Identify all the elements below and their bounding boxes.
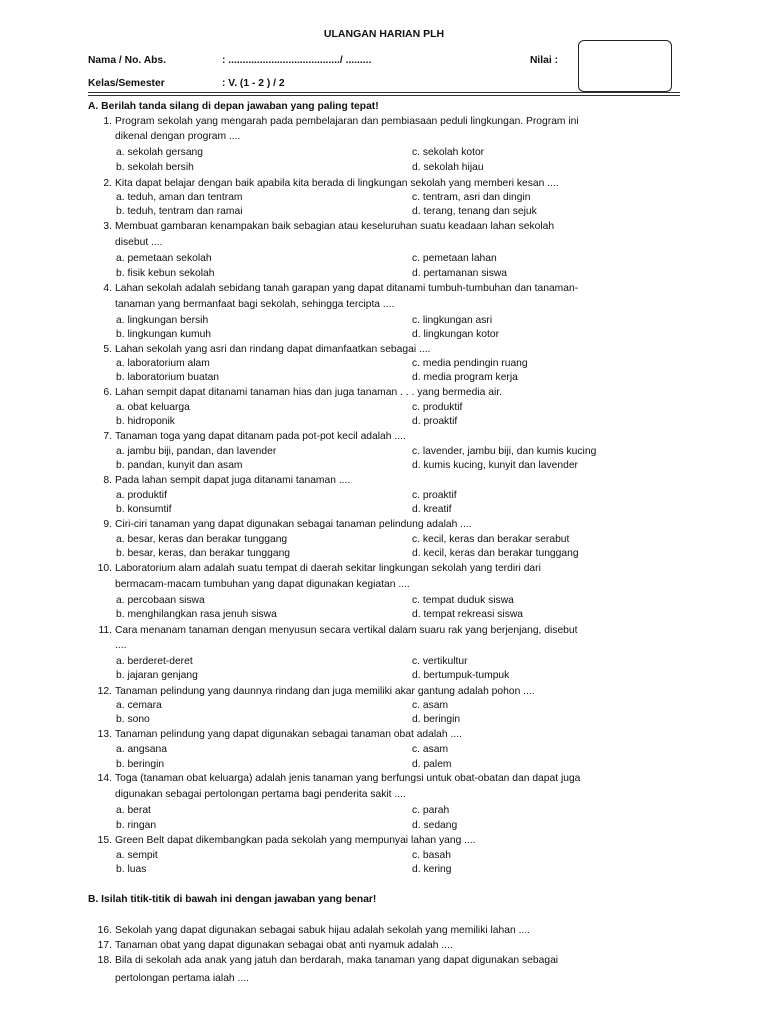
option-b[interactable]: b. beringin	[116, 759, 165, 770]
question-number: 6.	[103, 387, 112, 398]
name-field[interactable]: : ......................................./ .........	[222, 55, 372, 66]
section-a-instruction: A. Berilah tanda silang di depan jawaban yang paling tepat!	[88, 101, 379, 112]
option-b[interactable]: b. pandan, kunyit dan asam	[116, 460, 243, 471]
option-a[interactable]: a. besar, keras dan berakar tunggang	[116, 534, 288, 545]
option-a[interactable]: a. angsana	[116, 744, 167, 755]
option-b[interactable]: b. hidroponik	[116, 416, 175, 427]
question-text: Cara menanam tanaman dengan menyusun secara vertikal dalam suaru rak yang berjenjang, disebut	[115, 625, 578, 636]
class-label: Kelas/Semester	[88, 78, 165, 89]
option-b[interactable]: b. teduh, tentram dan ramai	[116, 206, 243, 217]
option-d[interactable]: d. bertumpuk-tumpuk	[412, 670, 510, 681]
question-text: Pada lahan sempit dapat juga ditanami tanaman ....	[115, 475, 351, 486]
option-d[interactable]: d. lingkungan kotor	[412, 329, 500, 340]
question-number: 12.	[97, 686, 112, 697]
option-a[interactable]: a. teduh, aman dan tentram	[116, 192, 243, 203]
option-c[interactable]: c. asam	[412, 744, 449, 755]
option-c[interactable]: c. sekolah kotor	[412, 147, 485, 158]
option-d[interactable]: d. kering	[412, 864, 452, 875]
question-number: 11.	[98, 625, 112, 636]
question-text: tanaman yang bermanfaat bagi sekolah, sehingga tercipta ....	[115, 299, 395, 310]
section-b-instruction: B. Isilah titik-titik di bawah ini dengan jawaban yang benar!	[88, 894, 377, 905]
option-a[interactable]: a. obat keluarga	[116, 402, 190, 413]
option-a[interactable]: a. berderet-deret	[116, 656, 193, 667]
question-number: 16.	[97, 925, 112, 936]
option-c[interactable]: c. asam	[412, 700, 449, 711]
option-c[interactable]: c. tentram, asri dan dingin	[412, 192, 531, 203]
nilai-label: Nilai :	[530, 55, 559, 66]
option-d[interactable]: d. terang, tenang dan sejuk	[412, 206, 537, 217]
option-d[interactable]: d. kumis kucing, kunyit dan lavender	[412, 460, 578, 471]
option-c[interactable]: c. lavender, jambu biji, dan kumis kucing	[412, 446, 597, 457]
nilai-score-box[interactable]	[578, 40, 672, 92]
question-number: 8.	[103, 475, 112, 486]
option-d[interactable]: d. media program kerja	[412, 372, 518, 383]
question-number: 7.	[103, 431, 112, 442]
option-b[interactable]: b. luas	[116, 864, 147, 875]
option-a[interactable]: a. pemetaan sekolah	[116, 253, 212, 264]
option-c[interactable]: c. media pendingin ruang	[412, 358, 528, 369]
option-a[interactable]: a. cemara	[116, 700, 162, 711]
option-d[interactable]: d. kreatif	[412, 504, 452, 515]
option-b[interactable]: b. jajaran genjang	[116, 670, 198, 681]
option-b[interactable]: b. besar, keras, dan berakar tunggang	[116, 548, 291, 559]
question-number: 17.	[97, 940, 112, 951]
question-text: Toga (tanaman obat keluarga) adalah jenis tanaman yang berfungsi untuk obat-obatan dan dapat juga	[115, 773, 581, 784]
question-number: 5.	[103, 344, 112, 355]
option-c[interactable]: c. parah	[412, 805, 450, 816]
option-a[interactable]: a. jambu biji, pandan, dan lavender	[116, 446, 277, 457]
page-title: ULANGAN HARIAN PLH	[323, 28, 445, 40]
option-c[interactable]: c. lingkungan asri	[412, 315, 493, 326]
question-text: Tanaman toga yang dapat ditanam pada pot-pot kecil adalah ....	[115, 431, 406, 442]
question-text: Tanaman pelindung yang dapat digunakan sebagai tanaman obat adalah ....	[115, 729, 462, 740]
question-number: 14.	[97, 773, 112, 784]
question-text: Tanaman obat yang dapat digunakan sebagai obat anti nyamuk adalah ....	[115, 940, 453, 951]
option-c[interactable]: c. kecil, keras dan berakar serabut	[412, 534, 570, 545]
option-d[interactable]: d. tempat rekreasi siswa	[412, 609, 524, 620]
question-text: Membuat gambaran kenampakan baik sebagian atau keseluruhan suatu keadaan lahan sekolah	[115, 221, 555, 232]
option-d[interactable]: d. sekolah hijau	[412, 162, 484, 173]
option-c[interactable]: c. tempat duduk siswa	[412, 595, 514, 606]
option-b[interactable]: b. lingkungan kumuh	[116, 329, 212, 340]
question-text: Sekolah yang dapat digunakan sebagai sabuk hijau adalah sekolah yang memiliki lahan ....	[115, 925, 531, 936]
option-a[interactable]: a. produktif	[116, 490, 167, 501]
option-c[interactable]: c. vertikultur	[412, 656, 468, 667]
question-text: Green Belt dapat dikembangkan pada sekolah yang mempunyai lahan yang ....	[115, 835, 476, 846]
question-text: Bila di sekolah ada anak yang jatuh dan berdarah, maka tanaman yang dapat digunakan sebagai	[115, 955, 559, 966]
question-number: 2.	[103, 178, 112, 189]
question-number: 18.	[97, 955, 112, 966]
option-d[interactable]: d. sedang	[412, 820, 458, 831]
question-text: Laboratorium alam adalah suatu tempat di daerah sekitar lingkungan sekolah yang terdiri dari	[115, 563, 541, 574]
option-b[interactable]: b. konsumtif	[116, 504, 172, 515]
question-text: digunakan sebagai pertolongan pertama bagi penderita sakit ....	[115, 789, 406, 800]
option-c[interactable]: c. pemetaan lahan	[412, 253, 497, 264]
option-b[interactable]: b. ringan	[116, 820, 157, 831]
question-text: Lahan sekolah yang asri dan rindang dapat dimanfaatkan sebagai ....	[115, 344, 431, 355]
option-d[interactable]: d. kecil, keras dan berakar tunggang	[412, 548, 579, 559]
class-value: : V. (1 - 2 ) / 2	[222, 78, 285, 89]
option-a[interactable]: a. sekolah gersang	[116, 147, 204, 158]
question-number: 15.	[97, 835, 112, 846]
option-d[interactable]: d. pertamanan siswa	[412, 268, 508, 279]
question-number: 3.	[103, 221, 112, 232]
option-d[interactable]: d. palem	[412, 759, 452, 770]
question-text: Tanaman pelindung yang daunnya rindang dan juga memiliki akar gantung adalah pohon ....	[115, 686, 535, 697]
option-c[interactable]: c. proaktif	[412, 490, 457, 501]
option-d[interactable]: d. proaktif	[412, 416, 458, 427]
option-a[interactable]: a. berat	[116, 805, 151, 816]
question-number: 13.	[97, 729, 112, 740]
question-number: 4.	[103, 283, 112, 294]
question-text: Lahan sekolah adalah sebidang tanah garapan yang dapat ditanami tumbuh-tumbuhan dan tanaman-	[115, 283, 579, 294]
question-number: 9.	[103, 519, 112, 530]
option-b[interactable]: b. sekolah bersih	[116, 162, 194, 173]
option-d[interactable]: d. beringin	[412, 714, 461, 725]
question-text: bermacam-macam tumbuhan yang dapat digunakan kegiatan ....	[115, 579, 410, 590]
name-label: Nama / No. Abs.	[88, 55, 167, 66]
question-text: Ciri-ciri tanaman yang dapat digunakan sebagai tanaman pelindung adalah ....	[115, 519, 472, 530]
question-number: 1.	[103, 116, 112, 127]
question-text: Program sekolah yang mengarah pada pembelajaran dan pembiasaan peduli lingkungan. Program ini	[115, 116, 579, 127]
question-text: Kita dapat belajar dengan baik apabila kita berada di lingkungan sekolah yang memberi kesan ....	[115, 178, 559, 189]
header-divider-double	[88, 95, 680, 96]
question-text: pertolongan pertama ialah ....	[115, 973, 249, 984]
option-b[interactable]: b. fisik kebun sekolah	[116, 268, 215, 279]
question-text: disebut ....	[115, 237, 163, 248]
option-a[interactable]: a. sempit	[116, 850, 158, 861]
option-b[interactable]: b. menghilangkan rasa jenuh siswa	[116, 609, 277, 620]
option-c[interactable]: c. produktif	[412, 402, 463, 413]
question-text: dikenal dengan program ....	[115, 131, 241, 142]
question-text: ....	[115, 640, 127, 651]
option-b[interactable]: b. sono	[116, 714, 150, 725]
question-number: 10.	[97, 563, 112, 574]
option-b[interactable]: b. laboratorium buatan	[116, 372, 220, 383]
option-a[interactable]: a. lingkungan bersih	[116, 315, 209, 326]
question-text: Lahan sempit dapat ditanami tanaman hias dan juga tanaman . . . yang bermedia air.	[115, 387, 502, 398]
header-divider	[88, 92, 680, 93]
option-c[interactable]: c. basah	[412, 850, 451, 861]
option-a[interactable]: a. laboratorium alam	[116, 358, 210, 369]
option-a[interactable]: a. percobaan siswa	[116, 595, 205, 606]
